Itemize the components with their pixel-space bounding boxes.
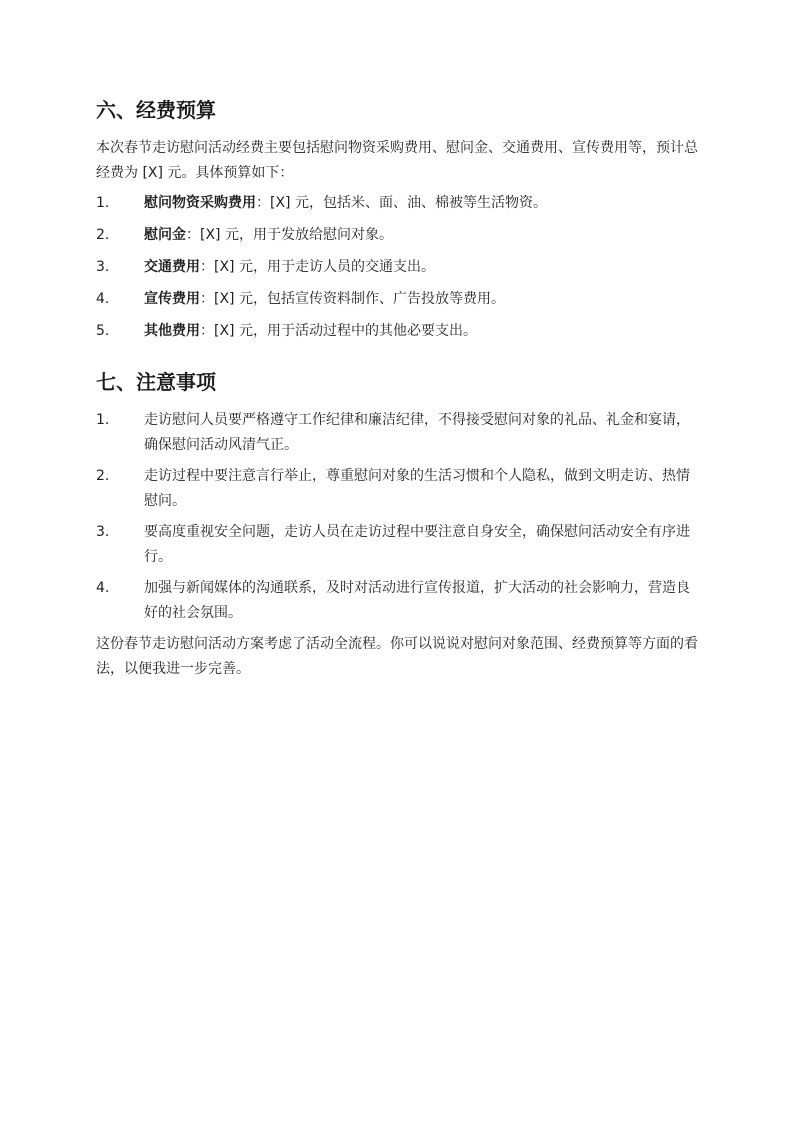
list-item bbox=[96, 576, 702, 626]
list-item bbox=[96, 319, 702, 344]
list-item-text: 要高度重视安全问题，走访人员在走访过程中要注意自身安全，确保慰问活动安全有序进行。 bbox=[144, 524, 690, 565]
closing-paragraph: 这份春节走访慰问活动方案考虑了活动全流程。你可以说说对慰问对象范围、经费预算等方面的看法，以便我进一步完善。 bbox=[96, 636, 698, 677]
list-item bbox=[96, 408, 702, 458]
list-item-number: 1. bbox=[96, 412, 110, 428]
list-item bbox=[96, 464, 702, 514]
list-item bbox=[96, 287, 702, 312]
list-item-text: 走访慰问人员要严格遵守工作纪律和廉洁纪律，不得接受慰问对象的礼品、礼金和宴请，确保慰问活动风清气正。 bbox=[144, 412, 690, 453]
list-item-number: 3. bbox=[96, 524, 110, 540]
list-item-text: ：[X] 元，用于活动过程中的其他必要支出。 bbox=[200, 323, 477, 339]
notes-list bbox=[96, 408, 702, 626]
list-item-number: 4. bbox=[96, 580, 110, 596]
list-item-text: ：[X] 元，包括宣传资料制作、广告投放等费用。 bbox=[200, 291, 505, 307]
list-item-label: 其他费用 bbox=[144, 323, 200, 339]
list-item-number: 5. bbox=[96, 323, 110, 339]
list-item-text: ：[X] 元，用于发放给慰问对象。 bbox=[186, 227, 393, 243]
document-page bbox=[96, 96, 702, 682]
list-item-label: 宣传费用 bbox=[144, 291, 200, 307]
list-item bbox=[96, 520, 702, 570]
list-item-text: 加强与新闻媒体的沟通联系，及时对活动进行宣传报道，扩大活动的社会影响力，营造良好的社会氛围。 bbox=[144, 580, 690, 621]
list-item-text: ：[X] 元，包括米、面、油、棉被等生活物资。 bbox=[256, 195, 547, 211]
list-item-number: 2. bbox=[96, 468, 110, 484]
list-item-number: 3. bbox=[96, 259, 110, 275]
list-item-text: 走访过程中要注意言行举止，尊重慰问对象的生活习惯和个人隐私，做到文明走访、热情慰问。 bbox=[144, 468, 690, 509]
list-item-number: 1. bbox=[96, 195, 110, 211]
list-item bbox=[96, 255, 702, 280]
budget-intro-paragraph: 本次春节走访慰问活动经费主要包括慰问物资采购费用、慰问金、交通费用、宣传费用等，预计总经费为 [X] 元。具体预算如下： bbox=[96, 140, 698, 181]
list-item-text: ：[X] 元，用于走访人员的交通支出。 bbox=[200, 259, 435, 275]
section-heading-notes: 七、注意事项 bbox=[96, 370, 216, 394]
list-item bbox=[96, 191, 702, 216]
list-item-label: 慰问物资采购费用 bbox=[144, 195, 256, 211]
budget-list bbox=[96, 191, 702, 344]
list-item-label: 交通费用 bbox=[144, 259, 200, 275]
list-item-number: 4. bbox=[96, 291, 110, 307]
list-item bbox=[96, 223, 702, 248]
list-item-label: 慰问金 bbox=[144, 227, 186, 243]
section-heading-budget: 六、经费预算 bbox=[96, 98, 216, 122]
list-item-number: 2. bbox=[96, 227, 110, 243]
